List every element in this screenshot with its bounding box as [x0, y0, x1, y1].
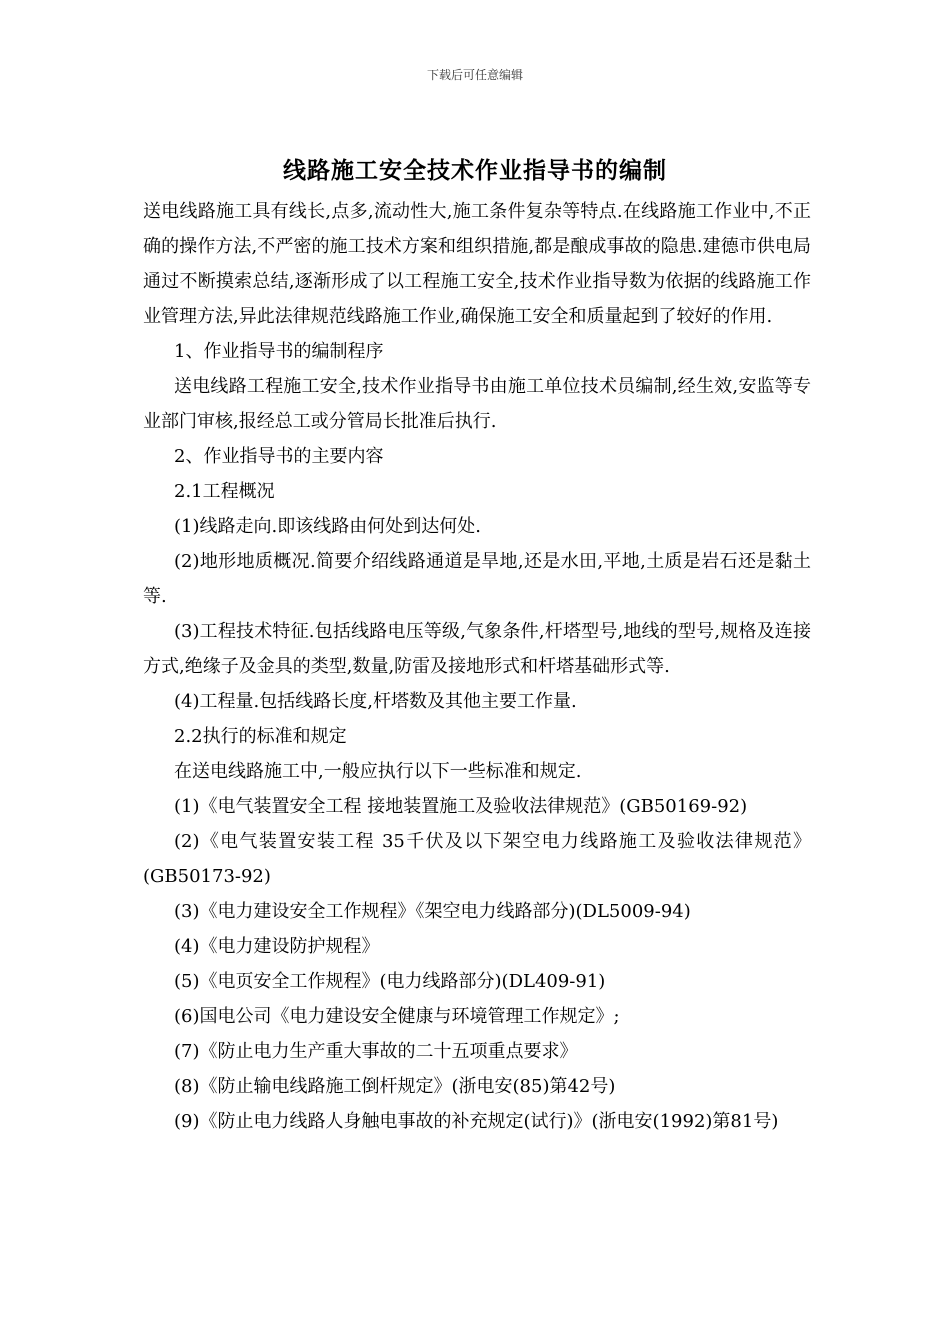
list-item: (8)《防止输电线路施工倒杆规定》(浙电安(85)第42号): [174, 1076, 616, 1097]
list-item: (3)《电力建设安全工作规程》《架空电力线路部分)(DL5009-94): [174, 901, 691, 922]
subsection-heading: 2.1工程概况: [174, 481, 275, 502]
section-heading: 1、作业指导书的编制程序: [174, 341, 384, 362]
list-item: (7)《防止电力生产重大事故的二十五项重点要求》: [174, 1041, 578, 1062]
paragraph: 在送电线路施工中,一般应执行以下一些标准和规定.: [174, 761, 582, 782]
list-item: (4)《电力建设防护规程》: [174, 936, 380, 957]
list-item: (1)线路走向.即该线路由何处到达何处.: [174, 516, 481, 537]
subsection-heading: 2.2执行的标准和规定: [174, 726, 347, 747]
paragraph: 送电线路施工具有线长,点多,流动性大,施工条件复杂等特点.在线路施工作业中,不正确的操作方法,不严密的施工技术方案和组织措施,都是酿成事故的隐患.建德市供电局通过不断摸索总结,逐渐形成了以工程施工安全,技术作业指导数为依据的线路施工作业管理方法,异此法律规范线路施工作业,确保施工安全和质量起到了较好的作用.: [143, 201, 811, 327]
list-item: (2)地形地质概况.简要介绍线路通道是旱地,还是水田,平地,土质是岩石还是黏土等.: [143, 551, 811, 607]
page-header: 下载后可任意编辑: [426, 68, 523, 82]
document-body: [143, 194, 811, 1139]
list-item: (1)《电气装置安全工程 接地装置施工及验收法律规范》(GB50169-92): [174, 796, 748, 817]
list-item: (6)国电公司《电力建设安全健康与环境管理工作规定》;: [174, 1006, 620, 1027]
list-item: (2)《电气装置安装工程 35千伏及以下架空电力线路施工及验收法律规范》(GB50173-92): [143, 831, 811, 887]
section-heading: 2、作业指导书的主要内容: [174, 446, 384, 467]
paragraph: 送电线路工程施工安全,技术作业指导书由施工单位技术员编制,经生效,安监等专业部门审核,报经总工或分管局长批准后执行.: [143, 376, 811, 432]
list-item: (9)《防止电力线路人身触电事故的补充规定(试行)》(浙电安(1992)第81号): [174, 1111, 779, 1132]
document-title: 线路施工安全技术作业指导书的编制: [283, 157, 667, 184]
list-item: (3)工程技术特征.包括线路电压等级,气象条件,杆塔型号,地线的型号,规格及连接方式,绝缘子及金具的类型,数量,防雷及接地形式和杆塔基础形式等.: [143, 621, 811, 677]
list-item: (5)《电页安全工作规程》(电力线路部分)(DL409-91): [174, 971, 606, 992]
list-item: (4)工程量.包括线路长度,杆塔数及其他主要工作量.: [174, 691, 577, 712]
